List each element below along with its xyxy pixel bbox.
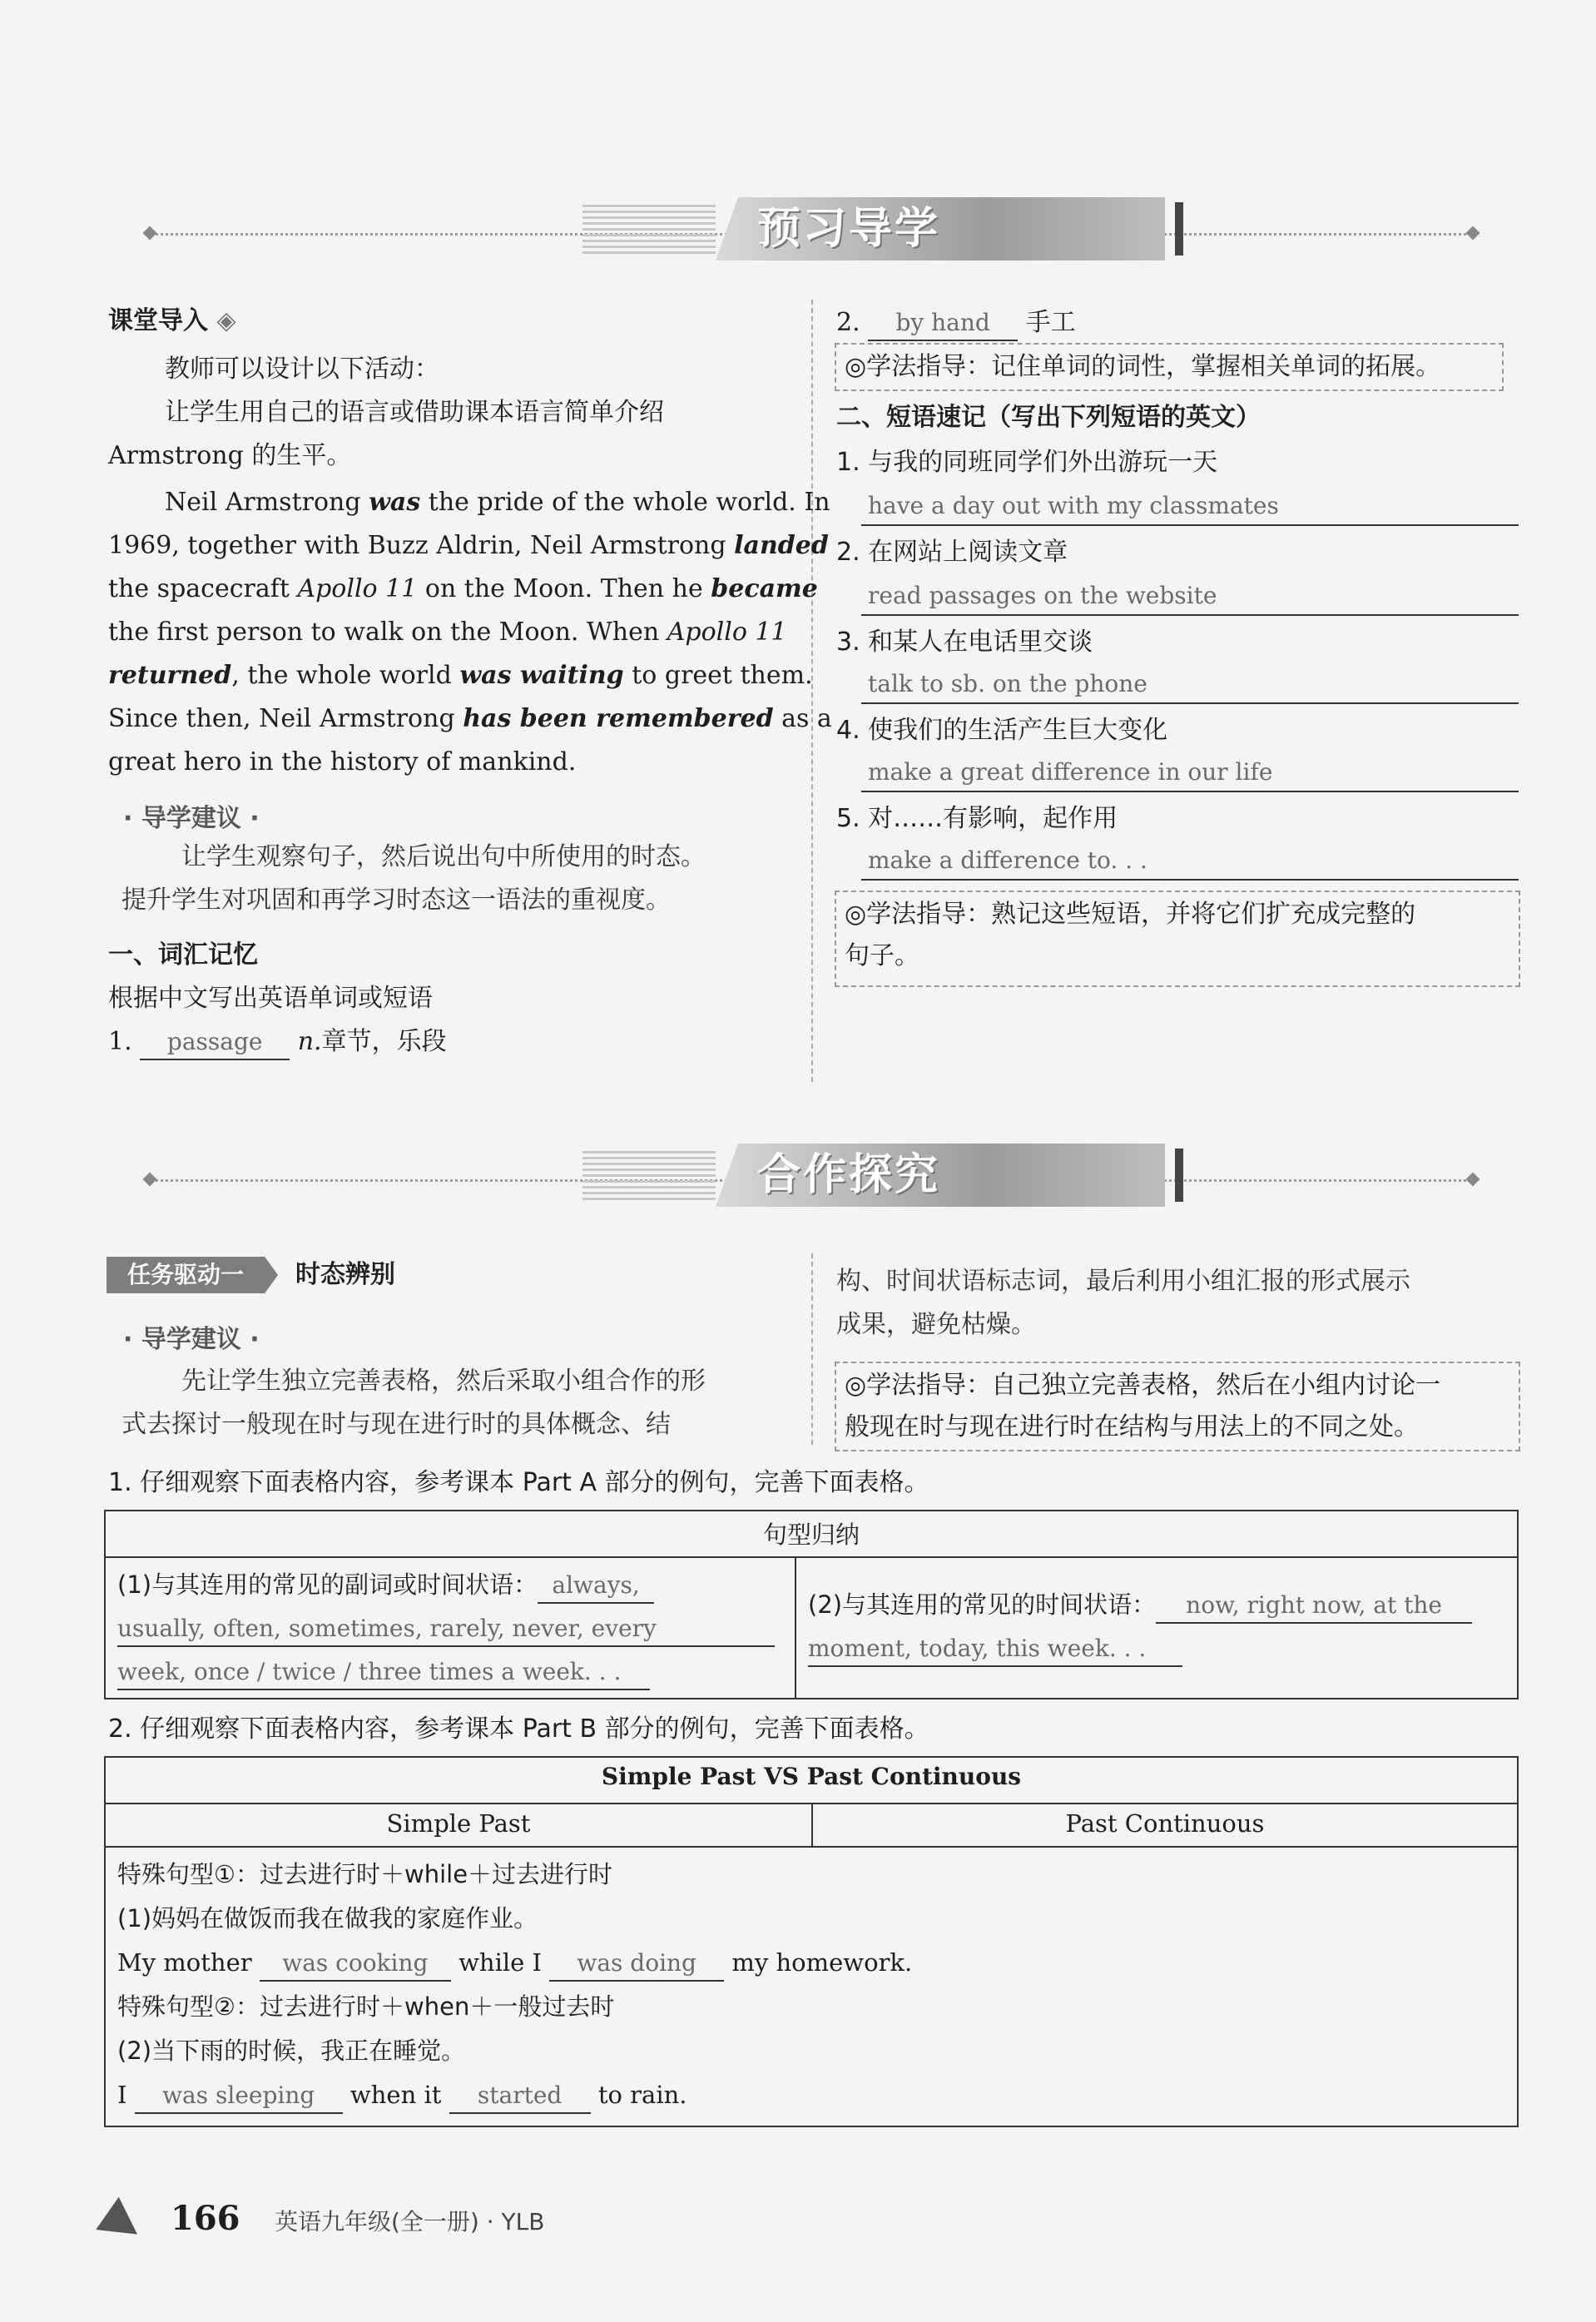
diamond-arrow-icon: ◈ <box>216 306 236 335</box>
answer-blank[interactable]: usually, often, sometimes, rarely, never, every <box>117 1612 775 1647</box>
story-text: 1969, together with Buzz Aldrin, Neil Armstrong <box>108 531 735 560</box>
phrase-answer[interactable]: have a day out with my classmates <box>861 488 1519 526</box>
story-line <box>108 611 787 654</box>
answer-blank[interactable]: was cooking <box>260 1947 451 1982</box>
phrase-prompt: 2. 在网站上阅读文章 <box>836 538 1068 567</box>
guide-line: 式去探讨一般现在时与现在进行时的具体概念、结 <box>121 1410 671 1439</box>
tip-line: 般现在时与现在进行时在结构与用法上的不同之处。 <box>845 1412 1419 1441</box>
story-verb: was <box>369 488 421 517</box>
column-divider <box>811 1253 813 1445</box>
answer-blank[interactable]: by hand <box>868 306 1018 341</box>
arrow-icon <box>265 1257 278 1293</box>
guide-line: 构、时间状语标志词，最后利用小组汇报的形式展示 <box>836 1267 1410 1296</box>
book-title: 英语九年级(全一册) · YLB <box>275 2208 545 2235</box>
story-text: the spacecraft <box>108 574 298 603</box>
answer-blank[interactable]: moment, today, this week. . . <box>808 1632 1182 1667</box>
diamond-icon <box>143 1173 157 1187</box>
sentence-text: My mother <box>117 1948 252 1977</box>
study-tip <box>835 891 1520 987</box>
story-text: as a <box>773 704 832 733</box>
story-text: , the whole world <box>231 661 460 690</box>
story-verb: returned <box>108 661 232 690</box>
table-cell <box>105 1847 1518 2126</box>
table-header: Simple Past VS Past Continuous <box>105 1757 1518 1804</box>
part-of-speech: n. <box>297 1027 322 1056</box>
story-text: Since then, Neil Armstrong <box>108 704 463 733</box>
section-bar <box>1175 202 1183 256</box>
guide-line: 提升学生对巩固和再学习时态这一语法的重视度。 <box>121 886 671 915</box>
cell-label: (1)与其连用的常见的副词或时间状语： <box>117 1570 538 1599</box>
page-number: 166 <box>171 2199 240 2238</box>
phrase-prompt: 4. 使我们的生活产生巨大变化 <box>836 716 1168 745</box>
story-line <box>108 524 829 568</box>
answer-blank[interactable]: started <box>449 2079 591 2114</box>
phrase-answer[interactable]: talk to sb. on the phone <box>861 666 1519 704</box>
answer-blank[interactable]: always, <box>538 1569 654 1604</box>
diamond-icon <box>143 226 157 241</box>
story-line <box>108 568 818 611</box>
story-verb: has been remembered <box>463 704 774 733</box>
phrase-answer[interactable]: read passages on the website <box>861 578 1519 616</box>
pattern-sentence <box>117 2073 1505 2117</box>
pattern-line: (2)当下雨的时候，我正在睡觉。 <box>117 2037 466 2065</box>
table-header: 句型归纳 <box>105 1511 1518 1557</box>
guide-line: 成果，避免枯燥。 <box>836 1310 1036 1339</box>
story-verb: landed <box>734 531 829 560</box>
question-instruction: 1. 仔细观察下面表格内容，参考课本 Part A 部分的例句，完善下面表格。 <box>108 1468 929 1497</box>
sentence-text: when it <box>349 2081 442 2109</box>
story-text: the pride of the whole world. In <box>420 488 830 517</box>
story-italic: Apollo 11 <box>297 574 418 603</box>
answer-blank[interactable]: week, once / twice / three times a week. . . <box>117 1655 650 1690</box>
answer-blank[interactable]: passage <box>140 1025 290 1060</box>
tip-line: ◎学法指导：自己独立完善表格，然后在小组内讨论一 <box>845 1371 1441 1400</box>
intro-title-text: 课堂导入 <box>108 306 208 335</box>
table-cell <box>105 1557 796 1699</box>
answer-blank[interactable]: was doing <box>549 1947 724 1982</box>
item-number: 1. <box>108 1027 132 1056</box>
column-header: Past Continuous <box>812 1804 1518 1847</box>
section-title: 预习导学 <box>757 204 941 254</box>
sentence-pattern-table <box>104 1510 1519 1699</box>
vocab-item <box>836 301 1076 345</box>
page-corner-icon <box>96 2197 149 2251</box>
story-text: Neil Armstrong <box>165 488 369 517</box>
column-header: Simple Past <box>105 1804 812 1847</box>
story-verb: became <box>711 574 818 603</box>
sentence-text: while I <box>458 1948 542 1977</box>
story-italic: Apollo 11 <box>667 618 787 647</box>
sentence-text: my homework. <box>731 1948 913 1977</box>
section-title: 合作探究 <box>757 1150 941 1200</box>
sentence-text: to rain. <box>597 2081 687 2109</box>
decorative-stripes <box>582 202 716 254</box>
item-meaning: 章节，乐段 <box>321 1027 447 1056</box>
study-tip: ◎学法指导：记住单词的词性，掌握相关单词的拓展。 <box>835 343 1504 391</box>
section-bar <box>1175 1149 1183 1202</box>
guide-tag: · 导学建议 · <box>123 1325 260 1354</box>
vocab-item <box>108 1020 447 1064</box>
intro-line: 教师可以设计以下活动： <box>165 355 439 384</box>
item-number: 2. <box>836 308 860 337</box>
decorative-stripes <box>582 1149 716 1200</box>
intro-line: 让学生用自己的语言或借助课本语言简单介绍 <box>165 398 664 427</box>
phrases-title: 二、短语速记（写出下列短语的英文） <box>836 403 1261 432</box>
tense-compare-table <box>104 1756 1519 2127</box>
item-meaning: 手工 <box>1025 308 1076 337</box>
pattern-line: 特殊句型①：过去进行时＋while＋过去进行时 <box>117 1860 613 1888</box>
tip-line: ◎学法指导：熟记这些短语，并将它们扩充成完整的 <box>845 900 1416 929</box>
sentence-text: I <box>117 2081 127 2109</box>
tip-line: 句子。 <box>845 941 919 970</box>
guide-tag: · 导学建议 · <box>123 804 260 833</box>
diamond-icon <box>1466 1173 1480 1187</box>
guide-line: 让学生观察句子，然后说出句中所使用的时态。 <box>181 842 706 871</box>
intro-line: Armstrong 的生平。 <box>108 441 352 470</box>
task-tag: 任务驱动一 <box>107 1257 265 1293</box>
pattern-line: (1)妈妈在做饭而我在做我的家庭作业。 <box>117 1904 538 1933</box>
section-header-explore <box>150 1134 1473 1225</box>
pattern-line: 特殊句型②：过去进行时＋when＋一般过去时 <box>117 1992 615 2021</box>
intro-title <box>108 300 236 343</box>
vocab-subtitle: 根据中文写出英语单词或短语 <box>108 984 433 1013</box>
phrase-answer[interactable]: make a great difference in our life <box>861 754 1519 792</box>
table-cell <box>796 1557 1518 1699</box>
phrase-prompt: 5. 对……有影响，起作用 <box>836 804 1118 833</box>
answer-blank[interactable]: now, right now, at the <box>1156 1589 1472 1624</box>
task-title: 时态辨别 <box>295 1260 395 1289</box>
story-text: the first person to walk on the Moon. When <box>108 618 667 647</box>
story-line <box>108 697 832 741</box>
phrase-prompt: 3. 和某人在电话里交谈 <box>836 628 1093 657</box>
study-tip <box>835 1362 1520 1451</box>
guide-line: 先让学生独立完善表格，然后采取小组合作的形 <box>181 1367 706 1396</box>
question-instruction: 2. 仔细观察下面表格内容，参考课本 Part B 部分的例句，完善下面表格。 <box>108 1714 929 1744</box>
cell-label: (2)与其连用的常见的时间状语： <box>808 1590 1157 1619</box>
story-text: on the Moon. Then he <box>417 574 711 603</box>
section-header-preview <box>150 187 1473 279</box>
diamond-icon <box>1466 226 1480 241</box>
pattern-sentence <box>117 1941 1505 1985</box>
story-line <box>108 654 813 697</box>
vocab-title: 一、词汇记忆 <box>108 940 258 970</box>
phrase-answer[interactable]: make a difference to. . . <box>861 842 1519 881</box>
answer-blank[interactable]: was sleeping <box>135 2079 343 2114</box>
story-line: great hero in the history of mankind. <box>108 747 577 776</box>
phrase-prompt: 1. 与我的同班同学们外出游玩一天 <box>836 448 1218 477</box>
story-text: to greet them. <box>623 661 813 690</box>
story-verb: was waiting <box>459 661 624 690</box>
story-line <box>165 481 830 524</box>
